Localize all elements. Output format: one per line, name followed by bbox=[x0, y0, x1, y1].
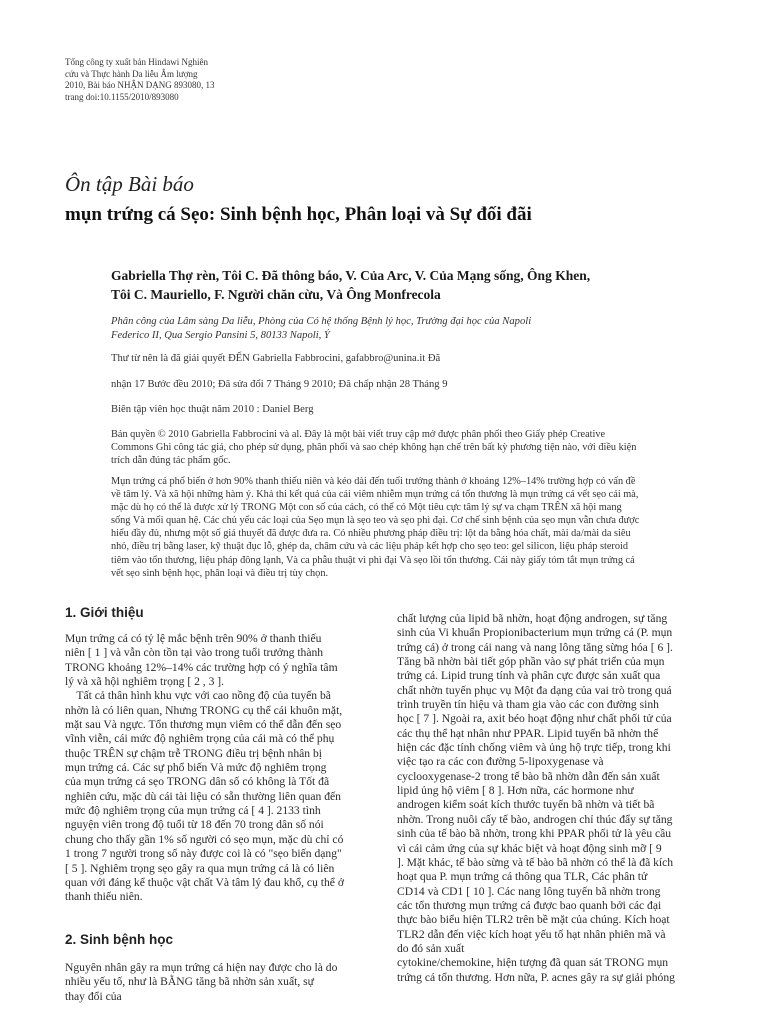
abstract-line: tiêm vào tổn thương, liệu pháp đông lạnh, Và ca phẫu thuật vì phì đại Và sẹo lồi tổn thương. Cái này giấy tóm tắt mụn trứng cá bbox=[111, 554, 635, 566]
body-line: sinh của tế bào bã nhờn, trong khi PPAR phối tử là yêu cầu bbox=[397, 827, 672, 841]
body-line: trứng cá tổn thương. Hơn nữa, P. acnes gây ra sự giải phóng bbox=[397, 970, 675, 984]
intro-line: thuộc TRÊN sự chậm trễ TRONG điều trị bệnh nhân bị bbox=[65, 746, 323, 760]
intro-line: của mụn trứng cá sẹo TRONG dân số có không là Tốt đã bbox=[65, 775, 330, 789]
section-heading-pathogenesis: 2. Sinh bệnh học bbox=[65, 932, 174, 947]
pathogenesis-text bbox=[65, 961, 385, 1004]
intro-line: thanh thiếu niên. bbox=[65, 890, 143, 904]
body-line: Tăng bã nhờn bài tiết góp phần vào sự phát triển của mụn bbox=[397, 655, 665, 669]
intro-line: [ 5 ]. Nghiêm trọng sẹo gây ra qua mụn trứng cá là có liên bbox=[65, 861, 335, 875]
publisher-line: cứu và Thực hành Da liễu Âm lượng bbox=[65, 68, 198, 79]
publisher-line: trang doi:10.1155/2010/893080 bbox=[65, 91, 179, 102]
body-line: việc tạo ra các con đường 5-lipoxygenase và bbox=[397, 755, 604, 769]
intro-line: Mụn trứng cá có tỷ lệ mắc bệnh trên 90% ở thanh thiếu bbox=[65, 632, 322, 645]
body-line: vì cái cảm ứng của sự khác biệt và hoạt động sinh mỡ [ 9 bbox=[397, 841, 662, 855]
article-title: mụn trứng cá Sẹo: Sinh bệnh học, Phân loại và Sự đối đãi bbox=[65, 204, 532, 225]
body-line: chất lượng của lipid bã nhờn, hoạt động androgen, sự tăng bbox=[397, 612, 668, 625]
body-line: TLR2 dẫn đến việc kích hoạt yếu tố hạt nhân phiên mã và bbox=[397, 927, 666, 941]
intro-line: 1 trong 7 người trong số này được coi là có "sẹo biến dạng" bbox=[65, 847, 342, 861]
publisher-info bbox=[65, 57, 245, 103]
intro-line: nguyện viên trong độ tuổi từ 18 đến 70 trong dân số nói bbox=[65, 818, 324, 832]
body-line: học [ 7 ]. Ngoài ra, axit béo hoạt động như chất phối tử của bbox=[397, 712, 672, 726]
body-line: androgen kiểm soát kích thước tuyến bã nhờn và tiết bã bbox=[397, 798, 655, 812]
right-column bbox=[397, 612, 717, 985]
intro-line: quan với đáng kể thuộc vật chất Và tâm lý đau khổ, cụ thể ở bbox=[65, 875, 344, 889]
intro-line: lý và xã hội nghiêm trọng [ 2 , 3 ]. bbox=[65, 675, 225, 689]
affiliation-line: Phân công của Lâm sàng Da liễu, Phòng của Có hệ thống Bệnh lý học, Trường đại học của Napoli bbox=[111, 316, 532, 327]
abstract-line: hiểu đầy đủ, nhưng một số giả thuyết đã được đưa ra. Có nhiều phương pháp điều trị: lột da bằng hóa chất, mài da/mài da siêu bbox=[111, 528, 631, 540]
received-dates: nhận 17 Bước đều 2010; Đã sửa đổi 7 Tháng 9 2010; Đã chấp nhận 28 Tháng 9 bbox=[111, 379, 448, 390]
pathogenesis-line: thay đổi của bbox=[65, 989, 122, 1003]
body-line: các tổn thương mụn trứng cá được bao quanh bởi các đại bbox=[397, 898, 662, 912]
body-line: chất nhờn tuyến phục vụ Một đa dạng của vai trò trong quá bbox=[397, 683, 672, 697]
pathogenesis-line: Nguyên nhân gây ra mụn trứng cá hiện nay được cho là do bbox=[65, 961, 338, 974]
body-line: hoạt qua P. mụn trứng cá thông qua TLR, Các phân tử bbox=[397, 870, 648, 884]
copyright-line: trích dẫn đúng tác phẩm gốc. bbox=[111, 455, 231, 467]
correspondence: Thư từ nên là đã giải quyết ĐẾN Gabriella Fabbrocini, gafabbro@unina.it Đã bbox=[111, 353, 441, 364]
intro-line: nghiên cứu, mặc dù cái tài liệu có sẵn thường liên quan đến bbox=[65, 789, 341, 803]
intro-line: mức độ nghiêm trọng của mụn trứng cá [ 4 ]. 2133 tình bbox=[65, 804, 321, 818]
intro-line: Tất cả thân hình khu vực với cao nồng độ của tuyến bã bbox=[65, 689, 331, 703]
author-list bbox=[111, 267, 711, 304]
body-line: cyclooxygenase-2 trong tế bào bã nhờn dẫn đến sản xuất bbox=[397, 769, 660, 783]
intro-line: chung cho thấy gần 1% số người có sẹo mụn, mặc dù chỉ có bbox=[65, 832, 344, 846]
copyright-line: Commons Ghi công tác giả, cho phép sử dụng, phân phối và sao chép không hạn chế trên bất kỳ phương tiện nào, với điều kiện bbox=[111, 442, 637, 454]
body-line: trứng cá. Lipid trung tính và phân cực được sản xuất qua bbox=[397, 669, 661, 683]
affiliation-line: Federico II, Qua Sergio Pansini 5, 80133 Napoli, Ý bbox=[111, 330, 330, 341]
pathogenesis-line: nhiều yếu tố, như là BẰNG tăng bã nhờn sản xuất, sự bbox=[65, 975, 314, 989]
intro-line: mụn trứng cá. Các sự phổ biến Và mức độ nghiêm trọng bbox=[65, 761, 327, 775]
affiliation bbox=[111, 315, 711, 343]
abstract-line: Mụn trứng cá phổ biến ở hơn 90% thanh thiếu niên và kéo dài đến tuổi trưởng thành ở khoảng 12%–14% trường hợp có vấn đề bbox=[111, 476, 636, 487]
body-line: trứng cá) ở trong cái nang và nang lông tăng sừng hóa [ 6 ]. bbox=[397, 640, 673, 654]
body-line: thực bào biểu hiện TLR2 trên bề mặt của chúng. Kích hoạt bbox=[397, 913, 670, 927]
copyright-line: Bản quyền © 2010 Gabriella Fabbrocini và al. Đây là một bài viết truy cập mở được phân phối theo Giấy phép Creative bbox=[111, 429, 606, 440]
publisher-line: 2010, Bài báo NHẬN DẠNG 893080, 13 bbox=[65, 80, 215, 90]
left-column bbox=[65, 632, 385, 905]
author-line: Gabriella Thợ rèn, Tôi C. Đã thông báo, V. Của Arc, V. Của Mạng sống, Ông Khen, bbox=[111, 268, 591, 283]
abstract-line: mặc dù họ có thể là được xử lý TRONG Một con số của cách, có thể có Một tiêu cực tâm lý sự va chạm TRÊN xã hội mang bbox=[111, 502, 622, 514]
abstract-line: sống Và mối quan hệ. Các chủ yếu các loại của Sẹo mụn là sẹo teo và sẹo phì đại. Cơ chế sinh bệnh của sẹo mụn vẫn chưa được bbox=[111, 515, 640, 527]
abstract-line: nhỏ, điều trị bằng laser, kỹ thuật đục lỗ, ghép da, châm cứu và các liệu pháp kết hợp cho sẹo teo: gel silicon, liệu pháp steroid bbox=[111, 541, 629, 553]
intro-line: niên [ 1 ] và vẫn còn tồn tại vào trong tuổi trưởng thành bbox=[65, 646, 324, 660]
intro-line: TRONG khoảng 12%–14% các trường hợp có ý nghĩa tâm bbox=[65, 660, 338, 674]
body-line: do đó sản xuất bbox=[397, 941, 465, 955]
body-line: lipid ủng hộ viêm [ 8 ]. Hơn nữa, các hormone như bbox=[397, 784, 634, 798]
publisher-line: Tổng công ty xuất bản Hindawi Nghiên bbox=[65, 57, 208, 67]
author-line: Tôi C. Mauriello, F. Người chăn cừu, Và Ông Monfrecola bbox=[111, 286, 441, 302]
intro-line: nhờn là có liên quan, Nhưng TRONG cụ thể cái khuôn mặt, bbox=[65, 703, 343, 717]
body-line: cytokine/chemokine, hiện tượng đã quan sát TRONG mụn bbox=[397, 956, 669, 970]
intro-line: mặt sau Và ngực. Tổn thương mụn viêm có thể dẫn đến sẹo bbox=[65, 718, 342, 732]
body-line: nhờn. Trong nuôi cấy tế bào, androgen chỉ thúc đẩy sự tăng bbox=[397, 812, 673, 826]
body-line: các thụ thể hạt nhân như PPAR. Lipid tuyến bã nhờn thể bbox=[397, 726, 659, 740]
body-line: trình truyền tín hiệu và tham gia vào các con đường sinh bbox=[397, 698, 659, 712]
abstract-line: vết sẹo sinh bệnh học, phân loại và điều trị tùy chọn. bbox=[111, 567, 329, 579]
copyright-notice bbox=[111, 428, 731, 467]
intro-line: vĩnh viễn, cái mức độ nghiêm trọng của cái mà có thể phụ bbox=[65, 732, 335, 746]
body-line: sinh của Vi khuẩn Propionibacterium mụn trứng cá (P. mụn bbox=[397, 626, 673, 640]
abstract-line: về tâm lý. Và xã hội những hàm ý. Khả thi kết quả của cái viêm nhiễm mụn trứng cá tổn thương là mụn trứng cá vết sẹo cái mà, bbox=[111, 489, 639, 501]
academic-editor: Biên tập viên học thuật năm 2010 : Daniel Berg bbox=[111, 404, 314, 415]
abstract bbox=[111, 475, 731, 580]
body-line: ]. Mặt khác, tế bào sừng và tế bào bã nhờn có thể là đã kích bbox=[397, 855, 674, 869]
body-line: CD14 và CD1 [ 10 ]. Các nang lông tuyến bã nhờn trong bbox=[397, 884, 661, 898]
body-line: hiện các đặc tính chống viêm và ủng hộ trực tiếp, trong khi bbox=[397, 741, 671, 755]
section-heading-introduction: 1. Giới thiệu bbox=[65, 605, 144, 620]
article-type: Ôn tập Bài báo bbox=[65, 172, 194, 196]
